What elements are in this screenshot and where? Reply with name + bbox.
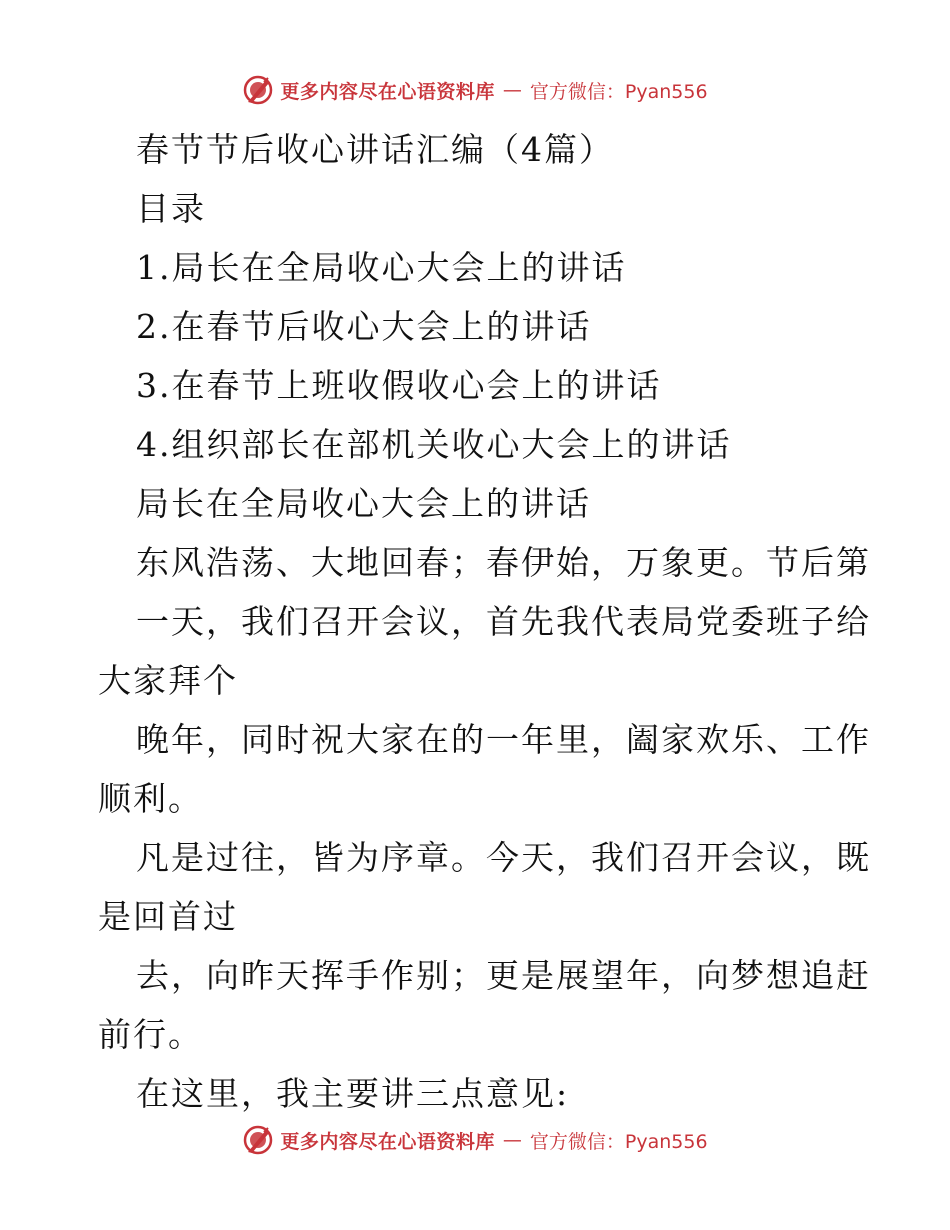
paragraph-line: 在这里，我主要讲三点意见: [136,1074,570,1113]
toc-item: 4.组织部长在部机关收心大会上的讲话 [136,425,732,464]
document-title: 春节节后收心讲话汇编（4篇） [136,130,614,169]
watermark-separator: — [502,79,522,101]
watermark-brand: 更多内容尽在心语资料库 [280,80,495,103]
toc-item: 3.在春节上班收假收心会上的讲话 [136,366,662,405]
quill-seal-icon [242,74,274,106]
document-body [98,120,871,1123]
paragraph-line: 去，向昨天挥手作别；更是展望年，向梦想追赶 [136,956,871,995]
footer-watermark [0,1120,950,1160]
watermark-contact: 官方微信：Pyan556 [529,1130,708,1153]
section-title: 局长在全局收心大会上的讲话 [136,484,591,523]
header-watermark [0,70,950,110]
paragraph-line: 一天，我们召开会议，首先我代表局党委班子给 [136,602,871,641]
toc-item: 2.在春节后收心大会上的讲话 [136,307,592,346]
watermark-brand: 更多内容尽在心语资料库 [280,1130,495,1153]
paragraph-line: 顺利。 [98,779,203,818]
paragraph-line: 前行。 [98,1015,203,1054]
quill-seal-icon [242,1124,274,1156]
watermark-separator: — [502,1129,522,1151]
paragraph-line: 凡是过往，皆为序章。今天，我们召开会议，既 [136,838,871,877]
paragraph-line: 大家拜个 [98,661,238,700]
watermark-contact: 官方微信：Pyan556 [529,80,708,103]
paragraph-line: 东风浩荡、大地回春；春伊始，万象更。节后第 [136,543,871,582]
toc-item: 1.局长在全局收心大会上的讲话 [136,248,627,287]
toc-heading: 目录 [136,189,206,228]
paragraph-line: 是回首过 [98,897,238,936]
paragraph-line: 晚年，同时祝大家在的一年里，阖家欢乐、工作 [136,720,871,759]
